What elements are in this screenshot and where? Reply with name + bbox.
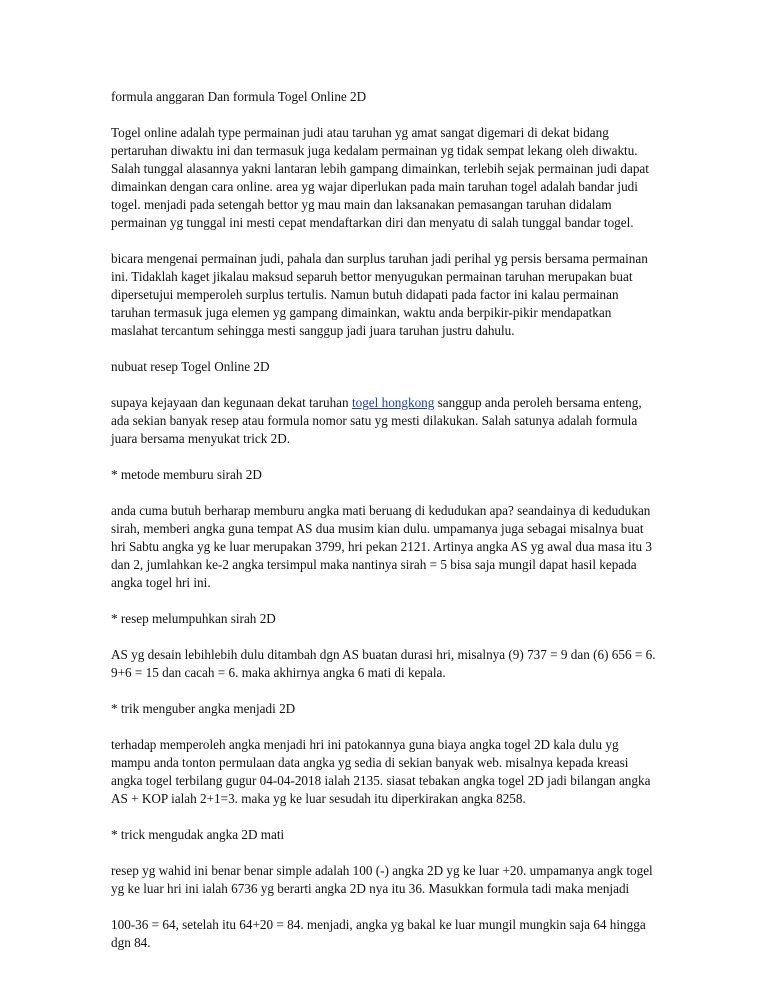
section-heading-number-trick: * trik menguber angka menjadi 2D (111, 701, 296, 716)
paragraph-intro: Togel online adalah type permainan judi atau taruhan yg amat sangat digemari di dekat bidang pertaruhan diwaktu ini dan termasuk juga kedalam permainan yg tidak sempat lekang oleh diwaktu. Salah tunggal alasannya yakni lantaran lebih gampang dimainkan, terlebih sejak permainan judi dapat dimainkan dengan cara online. area yg wajar diperlukan pada main taruhan togel adalah bandar judi togel. menjadi pada setengah bettor yg mau main dan laksanakan pemasangan taruhan didalam permainan yg tunggal ini mesti cepat mendaftarkan diri dan menyatu di salah tunggal bandar togel. (111, 125, 649, 230)
section-heading-head-method: * metode memburu sirah 2D (111, 467, 262, 482)
paragraph-calculation: 100-36 = 64, setelah itu 64+20 = 84. menjadi, angka yg bakal ke luar mungil mungkin saja 64 hingga dgn 84. (111, 917, 646, 950)
section-heading-dead-number: * trick mengudak angka 2D mati (111, 827, 285, 842)
section-heading-prediction: nubuat resep Togel Online 2D (111, 359, 270, 374)
document-page (111, 88, 657, 970)
section-heading-kill-head: * resep melumpuhkan sirah 2D (111, 611, 276, 626)
paragraph-formula (111, 394, 657, 448)
paragraph-kill-head: AS yg desain lebihlebih dulu ditambah dgn AS buatan durasi hri, misalnya (9) 737 = 9 dan (6) 656 = 6. 9+6 = 15 dan cacah = 6. maka akhirnya angka 6 mati di kepala. (111, 647, 656, 680)
document-title: formula anggaran Dan formula Togel Online 2D (111, 89, 367, 104)
paragraph-number-trick: terhadap memperoleh angka menjadi hri ini patokannya guna biaya angka togel 2D kala dulu yg mampu anda tonton permulaan data angka yg sedia di sekian banyak web. misalnya kepada kreasi angka togel terbilang gugur 04-04-2018 ialah 2135. siasat tebakan angka togel 2D jadi bilangan angka AS + KOP ialah 2+1=3. maka yg ke luar sesudah itu diperkirakan angka 8258. (111, 737, 651, 806)
paragraph-head-method: anda cuma butuh berharap memburu angka mati beruang di kedudukan apa? seandainya di kedudukan sirah, memberi angka guna tempat AS dua musim kian dulu. umpamanya juga sebagai misalnya buat hri Sabtu angka yg ke luar merupakan 3799, hri pekan 2121. Artinya angka AS yg awal dua masa itu 3 dan 2, jumlahkan ke-2 angka tersimpul maka nantinya sirah = 5 bisa saja mungil dapat hasil kepada angka togel hri ini. (111, 503, 652, 590)
paragraph-formula-end: sanggup anda peroleh bersama enteng, ada sekian banyak resep atau formula nomor satu yg mesti dilakukan. Salah satunya adalah formula juara bersama menyukat trick 2D. (111, 395, 642, 446)
paragraph-formula-start: supaya kejayaan dan kegunaan dekat taruhan (111, 395, 352, 410)
paragraph-profit: bicara mengenai permainan judi, pahala dan surplus taruhan jadi perihal yg persis bersama permainan ini. Tidaklah kaget jikalau maksud separuh bettor menyugukan permainan taruhan merupakan buat dipersetujui memperoleh surplus tertulis. Namun butuh didapati pada factor ini kalau permainan taruhan termasuk juga elemen yg gampang dimainkan, waktu anda berpikir-pikir mendapatkan maslahat tercantum sehingga mesti sanggup jadi juara taruhan justru dahulu. (111, 251, 648, 338)
paragraph-dead-number: resep yg wahid ini benar benar simple adalah 100 (-) angka 2D yg ke luar +20. umpamanya angk togel yg ke luar hri ini ialah 6736 yg berarti angka 2D nya itu 36. Masukkan formula tadi maka menjadi (111, 863, 653, 896)
togel-hongkong-link[interactable]: togel hongkong (351, 395, 435, 410)
